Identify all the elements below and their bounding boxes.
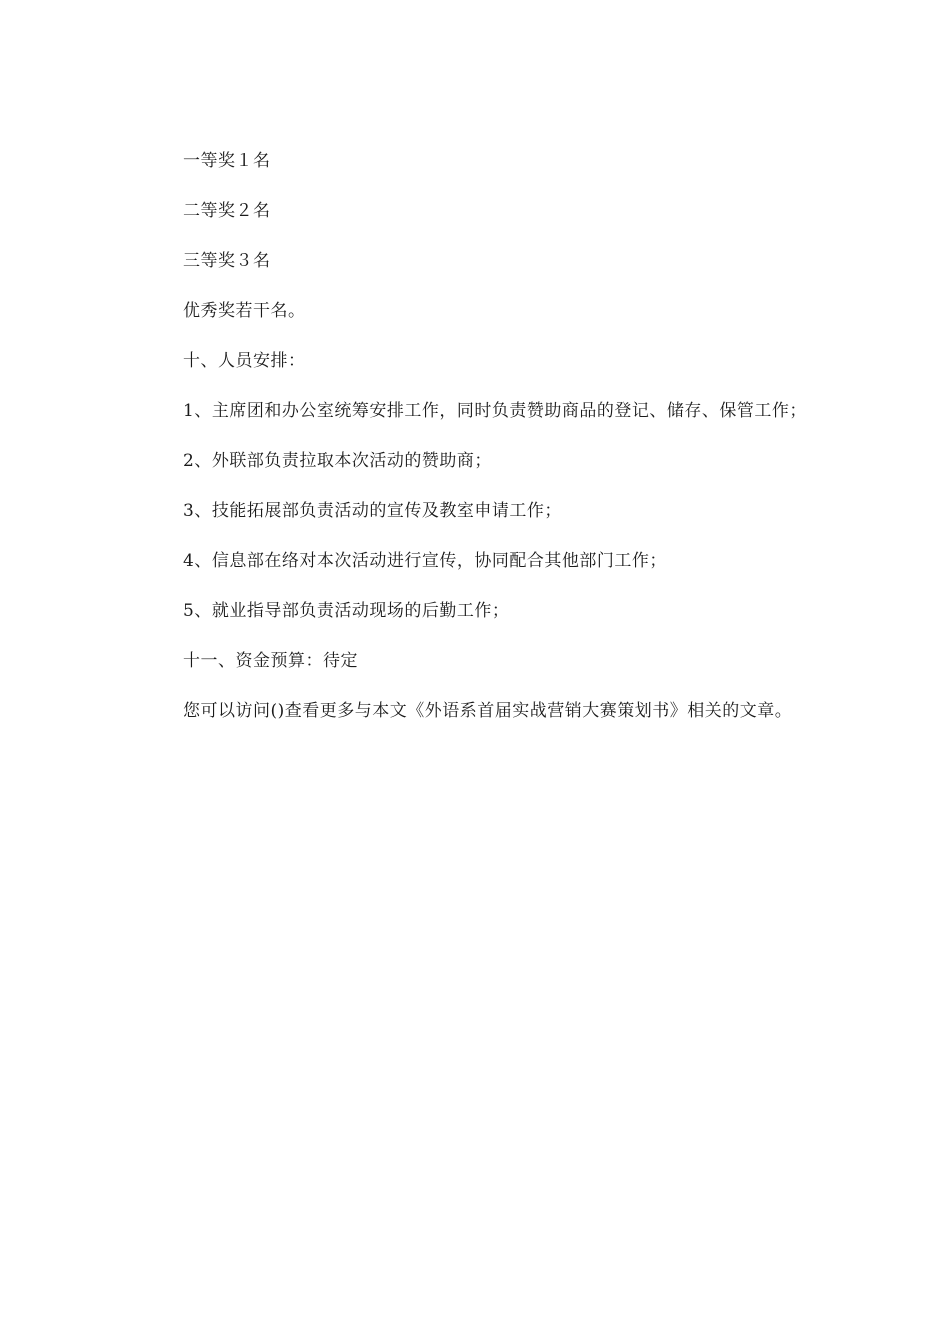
section-heading-budget: 十一、资金预算：待定	[183, 651, 358, 671]
prize-first: 一等奖１名	[183, 151, 271, 171]
staff-item-2: 2、外联部负责拉取本次活动的赞助商；	[183, 451, 492, 471]
related-articles-note: 您可以访问()查看更多与本文《外语系首届实战营销大赛策划书》相关的文章。	[183, 701, 793, 721]
staff-item-4: 4、信息部在络对本次活动进行宣传，协同配合其他部门工作；	[183, 551, 667, 571]
prize-excellent: 优秀奖若干名。	[183, 301, 306, 321]
document-body	[146, 149, 810, 749]
staff-item-5: 5、就业指导部负责活动现场的后勤工作；	[183, 601, 510, 621]
staff-item-3: 3、技能拓展部负责活动的宣传及教室申请工作；	[183, 501, 562, 521]
section-heading-staff: 十、人员安排：	[183, 351, 306, 371]
prize-second: 二等奖２名	[183, 201, 271, 221]
staff-item-1: 1、主席团和办公室统筹安排工作，同时负责赞助商品的登记、储存、保管工作；	[183, 401, 807, 421]
prize-third: 三等奖３名	[183, 251, 271, 271]
